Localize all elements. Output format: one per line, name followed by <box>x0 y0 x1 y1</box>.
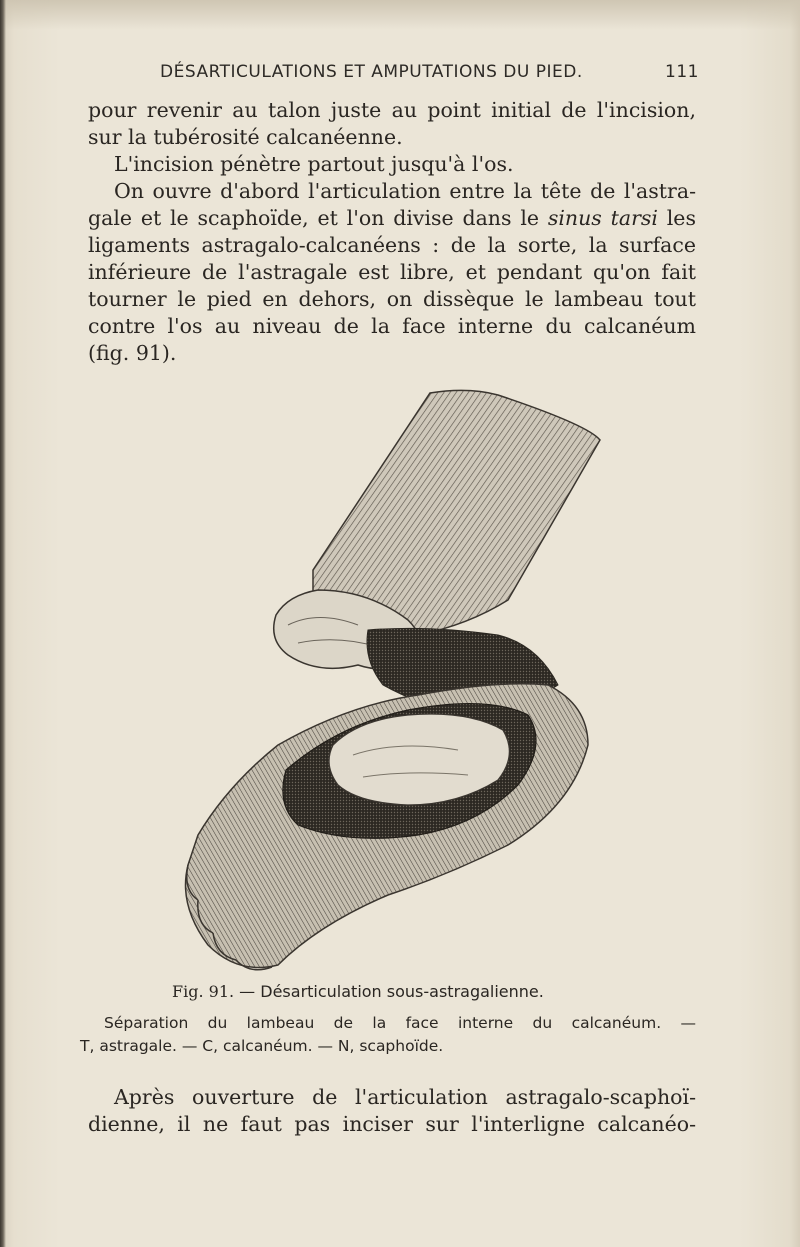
legend-line: Séparation du lambeau de la face interne du calcanéum. — <box>104 1014 696 1032</box>
text-line: contre l'os au niveau de la face interne du calcanéum <box>88 314 696 338</box>
text-line: ligaments astragalo-calcanéens : de la sorte, la surface <box>88 233 696 257</box>
foot-engraving-illustration <box>168 385 608 975</box>
figure-caption <box>172 982 632 1001</box>
text-line: On ouvre d'abord l'articulation entre la tête de l'astra- <box>114 179 696 203</box>
figure-title: — Désarticulation sous-astragalienne. <box>239 982 544 1001</box>
text-line-with-italic <box>88 205 696 232</box>
body-text-continued <box>88 1084 696 1138</box>
figure-label: Fig. 91. <box>172 982 235 1001</box>
legend-line: T, astragale. — C, calcanéum. — N, scaphoïde. <box>80 1037 444 1055</box>
italic-term: sinus tarsi <box>547 206 658 230</box>
text-line: (fig. 91). <box>88 341 177 365</box>
text-line: dienne, il ne faut pas inciser sur l'interligne calcanéo- <box>88 1112 696 1136</box>
text-fragment: gale et le scaphoïde, et l'on divise dans le <box>88 206 540 230</box>
text-line: tourner le pied en dehors, on dissèque le lambeau tout <box>88 287 696 311</box>
body-text <box>88 97 696 367</box>
text-line: pour revenir au talon juste au point initial de l'incision, <box>88 98 696 122</box>
text-line: sur la tubérosité calcanéenne. <box>88 125 403 149</box>
binding-edge <box>0 0 6 1247</box>
page-top-shade <box>0 0 800 30</box>
page-number: 111 <box>665 62 699 82</box>
text-line: L'incision pénètre partout jusqu'à l'os. <box>114 152 514 176</box>
text-line: inférieure de l'astragale est libre, et pendant qu'on fait <box>88 260 696 284</box>
text-line: Après ouverture de l'articulation astragalo-scaphoï- <box>114 1085 696 1109</box>
running-title: DÉSARTICULATIONS ET AMPUTATIONS DU PIED. <box>160 62 583 82</box>
figure-legend <box>80 1012 696 1058</box>
text-fragment: les <box>666 206 696 230</box>
